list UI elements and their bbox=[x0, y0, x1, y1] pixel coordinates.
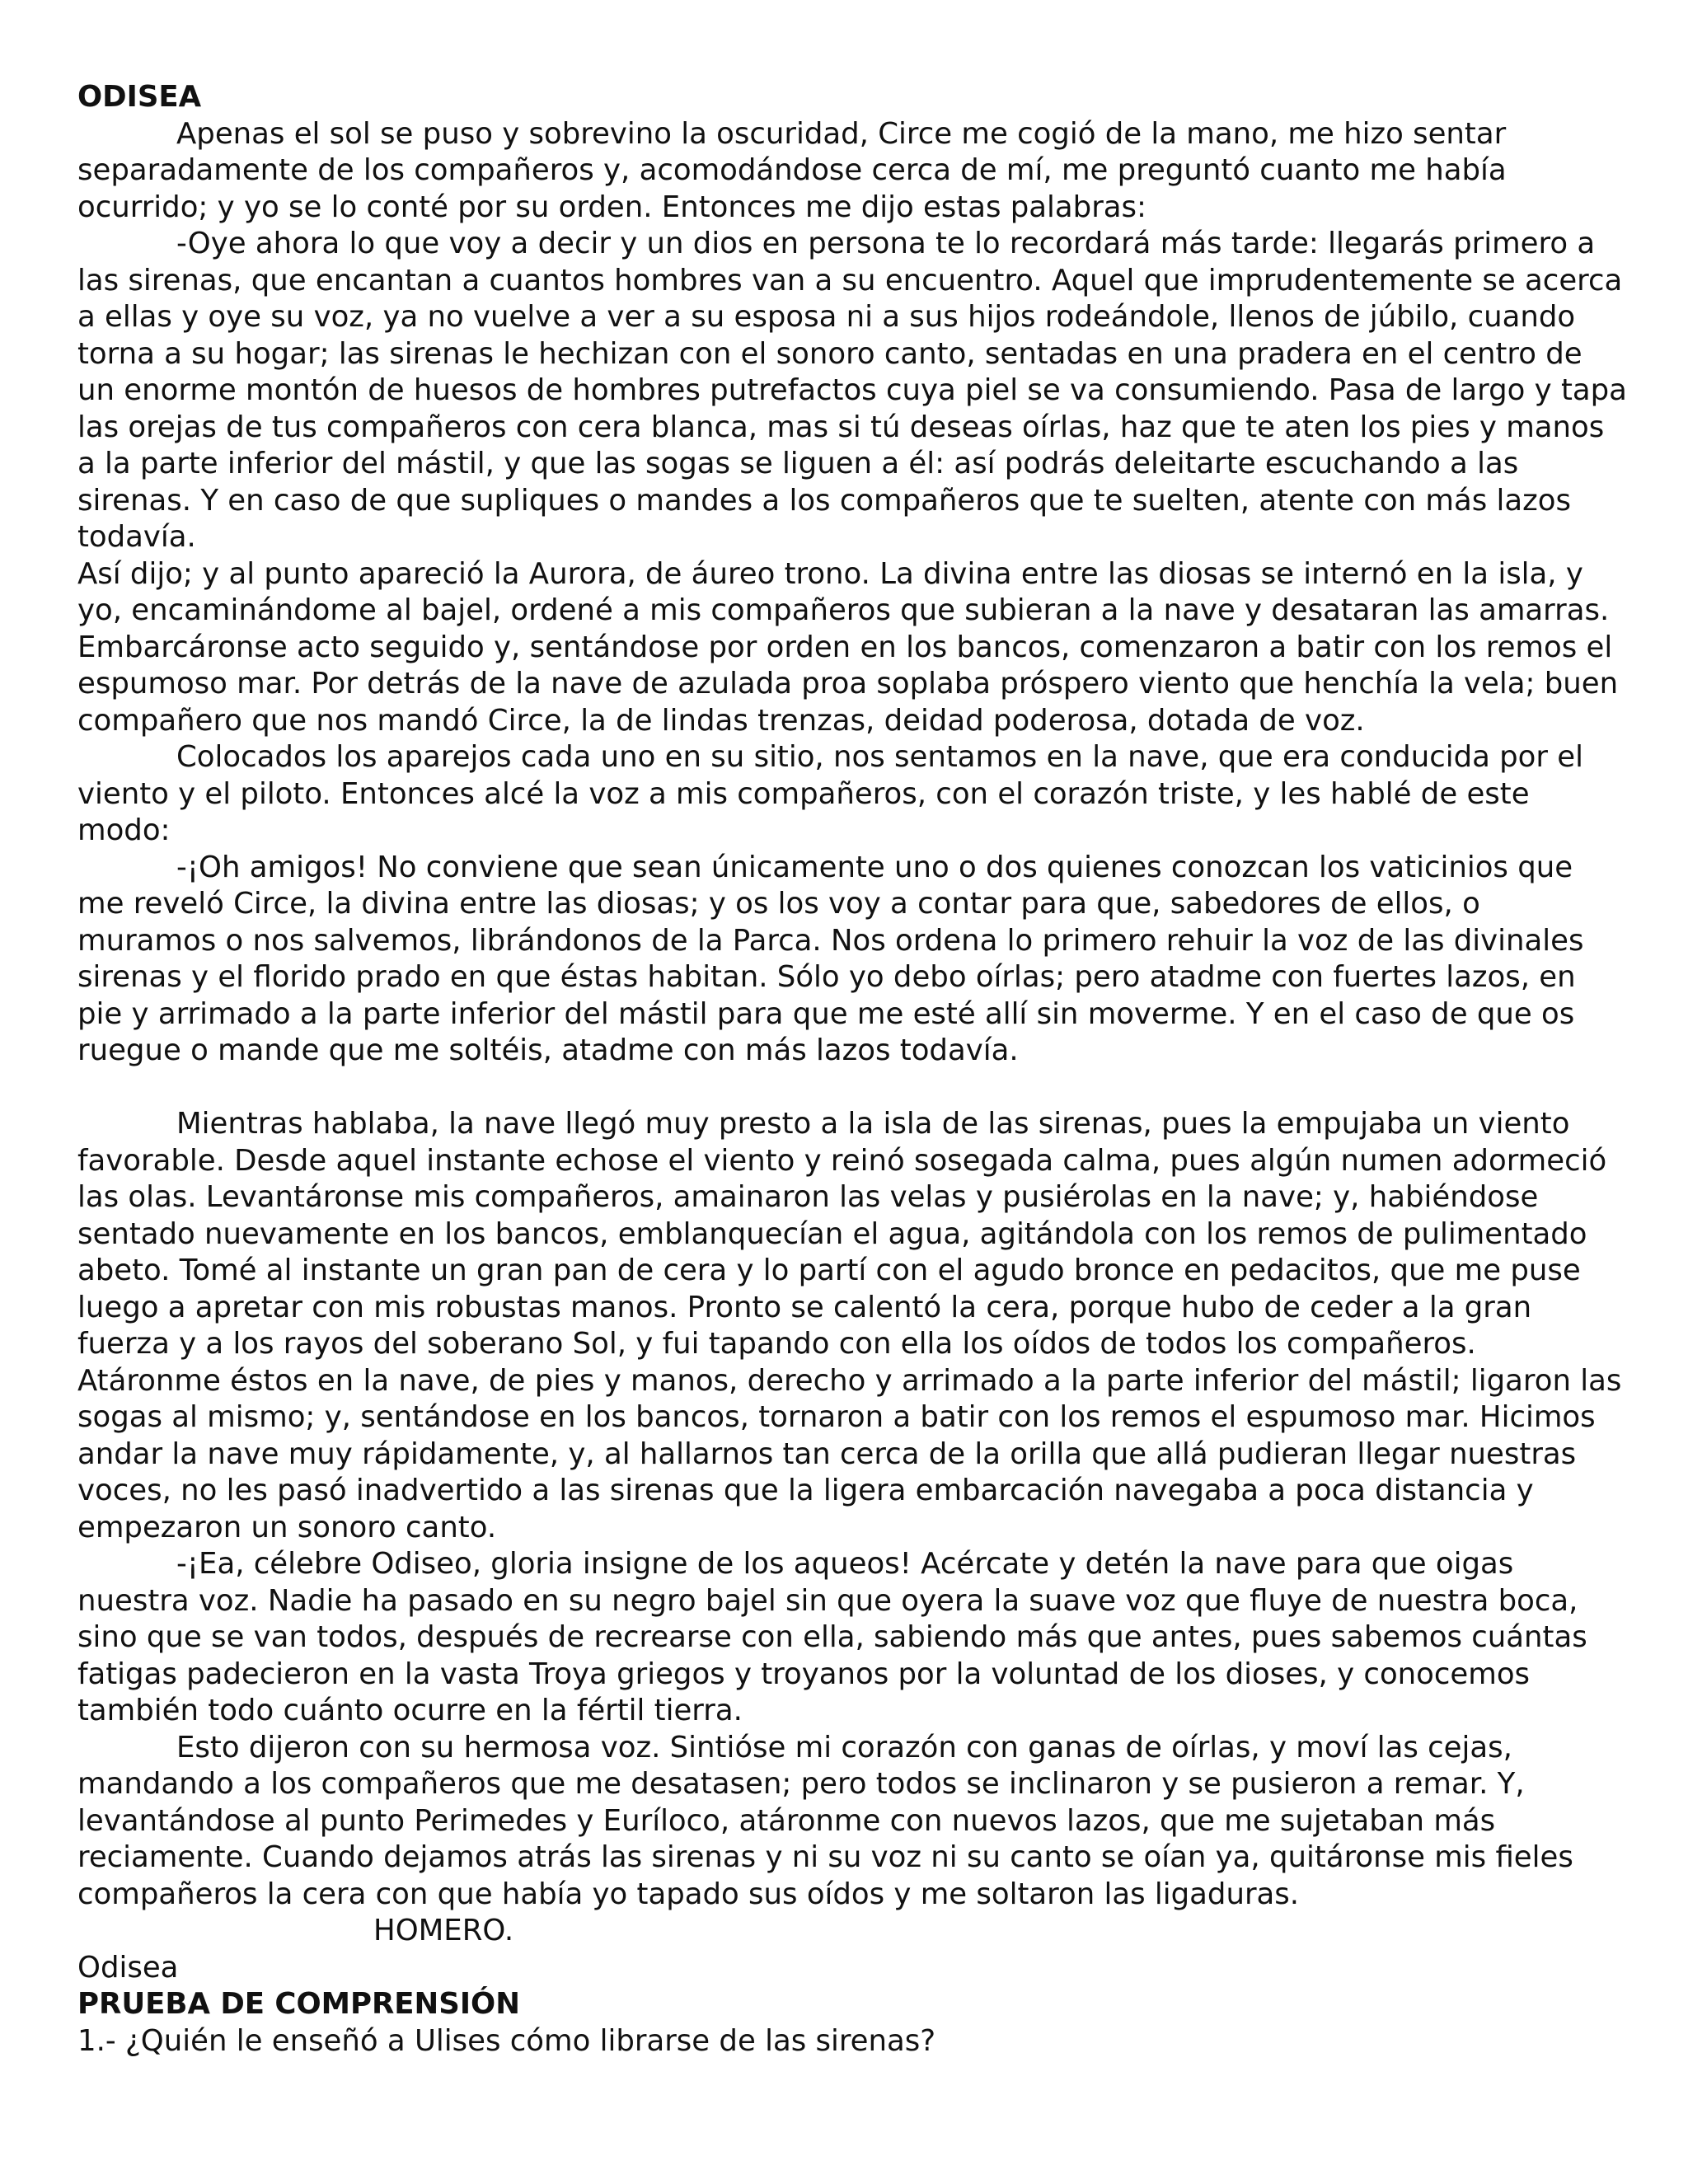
question-1: 1.- ¿Quién le enseñó a Ulises cómo librarse de las sirenas? bbox=[77, 2023, 936, 2058]
source-title: Odisea bbox=[77, 1950, 179, 1985]
author-signature: HOMERO. bbox=[373, 1914, 514, 1947]
paragraph-6: Mientras hablaba, la nave llegó muy presto a la isla de las sirenas, pues la empujaba un viento favorable. Desde aquel instante echose el viento y reinó sosegada calma, pues algún numen adormeció las olas. Levantáronse mis compañeros, amainaron las velas y pusiérolas en la nave; y, habiéndose sentado nuevamente en los bancos, emblanquecían el agua, agitándola con los remos de pulimentado abeto. Tomé al instante un gran pan de cera y lo partí con el agudo bronce en pedacitos, que me puse luego a apretar con mis robustas manos. Pronto se calentó la cera, porque hubo de ceder a la gran fuerza y a los rayos del soberano Sol, y fui tapando con ella los oídos de todos los compañeros. Atáronme éstos en la nave, de pies y manos, derecho y arrimado a la parte inferior del mástil; ligaron las sogas al mismo; y, sentándose en los bancos, tornaron a batir con los remos el espumoso mar. Hicimos andar la nave muy rápidamente, y, al hallarnos tan cerca de la orilla que allá pudieran llegar nuestras voces, no les pasó inadvertido a las sirenas que la ligera embarcación navegaba a poca distancia y empezaron un sonoro canto. bbox=[77, 1107, 1622, 1544]
paragraph-7: -¡Ea, célebre Odiseo, gloria insigne de los aqueos! Acércate y detén la nave para que oigas nuestra voz. Nadie ha pasado en su negro bajel sin que oyera la suave voz que fluye de nuestra boca, sino que se van todos, después de recrearse con ella, sabiendo más que antes, pues sabemos cuántas fatigas padecieron en la vasta Troya griegos y troyanos por la voluntad de los dioses, y conocemos también todo cuánto ocurre en la fértil tierra. bbox=[77, 1547, 1587, 1727]
document-page bbox=[77, 79, 1627, 2060]
paragraph-1: Apenas el sol se puso y sobrevino la oscuridad, Circe me cogió de la mano, me hizo sentar separadamente de los compañeros y, acomodándose cerca de mí, me preguntó cuanto me había ocurrido; y yo se lo conté por su orden. Entonces me dijo estas palabras: bbox=[77, 116, 1507, 224]
paragraph-8: Esto dijeron con su hermosa voz. Sintióse mi corazón con ganas de oírlas, y moví las cejas, mandando a los compañeros que me desatasen; pero todos se inclinaron y se pusieron a remar. Y, levantándose al punto Perimedes y Euríloco, atáronme con nuevos lazos, que me sujetaban más reciamente. Cuando dejamos atrás las sirenas y ni su voz ni su canto se oían ya, quitáronse mis fieles compañeros la cera con que había yo tapado sus oídos y me soltaron las ligaduras. bbox=[77, 1730, 1573, 1911]
document-title: ODISEA bbox=[77, 80, 202, 114]
blank-line bbox=[77, 1070, 1627, 1107]
paragraph-4: Colocados los aparejos cada uno en su sitio, nos sentamos en la nave, que era conducida por el viento y el piloto. Entonces alcé la voz a mis compañeros, con el corazón triste, y les hablé de este modo: bbox=[77, 740, 1583, 847]
paragraph-2: -Oye ahora lo que voy a decir y un dios en persona te lo recordará más tarde: llegarás primero a las sirenas, que encantan a cuantos hombres van a su encuentro. Aquel que imprudentemente se acerca a ellas y oye su voz, ya no vuelve a ver a su esposa ni a sus hijos rodeándole, llenos de júbilo, cuando torna a su hogar; las sirenas le hechizan con el sonoro canto, sentadas en una pradera en el centro de un enorme montón de huesos de hombres putrefactos cuya piel se va consumiendo. Pasa de largo y tapa las orejas de tus compañeros con cera blanca, mas si tú deseas oírlas, haz que te aten los pies y manos a la parte inferior del mástil, y que las sogas se liguen a él: así podrás deleitarte escuchando a las sirenas. Y en caso de que supliques o mandes a los compañeros que te suelten, atente con más lazos todavía. bbox=[77, 227, 1627, 554]
paragraph-5: -¡Oh amigos! No conviene que sean únicamente uno o dos quienes conozcan los vaticinios que me reveló Circe, la divina entre las diosas; y os los voy a contar para que, sabedores de ellos, o muramos o nos salvemos, librándonos de la Parca. Nos ordena lo primero rehuir la voz de las divinales sirenas y el florido prado en que éstas habitan. Sólo yo debo oírlas; pero atadme con fuertes lazos, en pie y arrimado a la parte inferior del mástil para que me esté allí sin moverme. Y en el caso de que os ruegue o mande que me soltéis, atadme con más lazos todavía. bbox=[77, 850, 1584, 1067]
test-heading: PRUEBA DE COMPRENSIÓN bbox=[77, 1987, 520, 2021]
paragraph-3: Así dijo; y al punto apareció la Aurora, de áureo trono. La divina entre las diosas se internó en la isla, y yo, encaminándome al bajel, ordené a mis compañeros que subieran a la nave y desataran las amarras. Embarcáronse acto seguido y, sentándose por orden en los bancos, comenzaron a batir con los remos el espumoso mar. Por detrás de la nave de azulada proa soplaba próspero viento que henchía la vela; buen compañero que nos mandó Circe, la de lindas trenzas, deidad poderosa, dotada de voz. bbox=[77, 556, 1619, 738]
